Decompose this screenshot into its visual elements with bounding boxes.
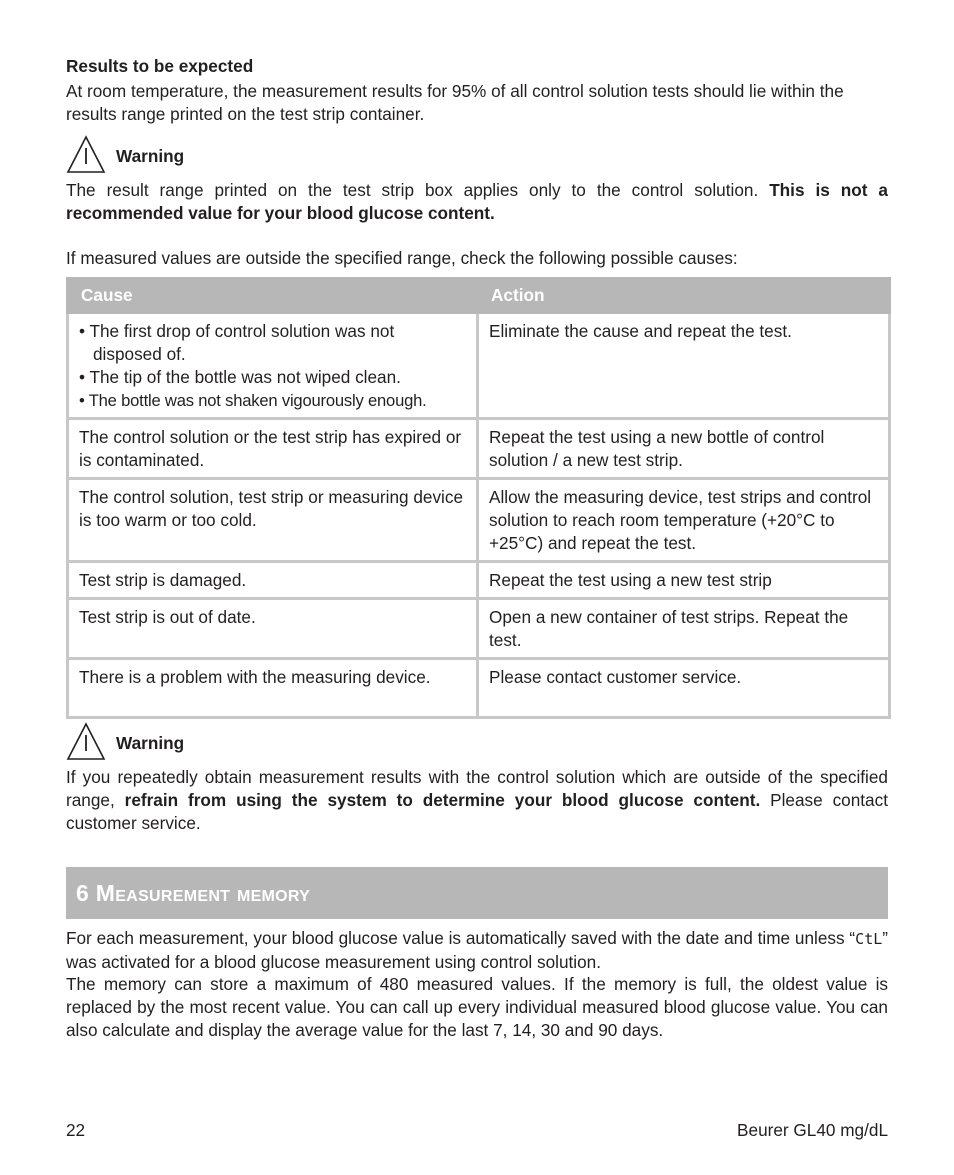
warning-1-label: Warning — [116, 146, 185, 166]
warning-2-plain: If you repeatedly obtain measurement results with the control solution which are outside of the specified range, — [66, 767, 888, 810]
memory-paragraph-1 — [66, 927, 888, 974]
page-number: 22 — [66, 1120, 86, 1140]
header-action: Action — [478, 279, 890, 313]
cause-bullet: • The first drop of control solution was not disposed of. — [79, 321, 395, 364]
table-row — [68, 562, 890, 599]
action-cell: Allow the measuring device, test strips and control solution to reach room temperature (+20°C to +25°C) and repeat the test. — [478, 479, 890, 562]
cause-cell: The control solution or the test strip has expired or is contaminated. — [68, 419, 478, 479]
table-row — [68, 659, 890, 718]
memory-p1-start: For each measurement, your blood glucose value is automatically saved with the date and time unless “ — [66, 928, 856, 948]
header-cause: Cause — [68, 279, 478, 313]
lcd-code: CtL — [855, 930, 883, 948]
warning-1 — [66, 134, 366, 174]
warning-2-bold: refrain from using the system to determine your blood glucose content. — [124, 790, 761, 810]
cause-cell: Test strip is damaged. — [68, 562, 478, 599]
warning-triangle-icon — [66, 721, 106, 761]
warning-1-plain: The result range printed on the test strip box applies only to the control solution. — [66, 180, 770, 200]
action-cell: Repeat the test using a new bottle of control solution / a new test strip. — [478, 419, 890, 479]
table-header-row — [68, 279, 890, 313]
cause-cell: The control solution, test strip or measuring device is too warm or too cold. — [68, 479, 478, 562]
section-title: 6 Measurement memory — [76, 880, 311, 906]
action-cell: Open a new container of test strips. Repeat the test. — [478, 599, 890, 659]
memory-paragraph-2: The memory can store a maximum of 480 measured values. If the memory is full, the oldest value is replaced by the most recent value. You can call up every individual measured blood glucose value. You can also calculate and display the average value for the last 7, 14, 30 and 90 days. — [66, 974, 888, 1040]
causes-table-wrap — [66, 277, 888, 719]
warning-2 — [66, 721, 366, 761]
cause-cell — [68, 313, 478, 419]
table-row — [68, 313, 890, 419]
cause-cell: Test strip is out of date. — [68, 599, 478, 659]
memory-p1-end: ” was activated for a blood glucose measurement using control solution. — [66, 928, 888, 972]
results-heading: Results to be expected — [66, 56, 254, 76]
warning-2-label: Warning — [116, 733, 185, 753]
warning-1-text — [66, 179, 888, 225]
product-name: Beurer GL40 mg/dL — [737, 1120, 888, 1140]
action-cell: Eliminate the cause and repeat the test. — [478, 313, 890, 419]
table-row — [68, 599, 890, 659]
cause-bullet: • The tip of the bottle was not wiped clean. — [79, 367, 401, 387]
table-row — [68, 479, 890, 562]
action-cell: Please contact customer service. — [478, 659, 890, 718]
warning-1-bold: This is not a recommended value for your blood glucose content. — [66, 180, 888, 223]
warning-2-plain-end: Please contact customer service. — [66, 790, 888, 833]
causes-intro: If measured values are outside the specified range, check the following possible causes: — [66, 248, 738, 268]
table-row — [68, 419, 890, 479]
section-heading-bar — [66, 867, 888, 919]
action-cell: Repeat the test using a new test strip — [478, 562, 890, 599]
cause-bullet: • The bottle was not shaken vigourously enough. — [79, 391, 427, 410]
results-body: At room temperature, the measurement results for 95% of all control solution tests should lie within the results range printed on the test strip container. — [66, 81, 844, 124]
warning-triangle-icon — [66, 134, 106, 174]
causes-table — [66, 277, 891, 719]
warning-2-text — [66, 766, 888, 835]
cause-cell: There is a problem with the measuring device. — [68, 659, 478, 718]
